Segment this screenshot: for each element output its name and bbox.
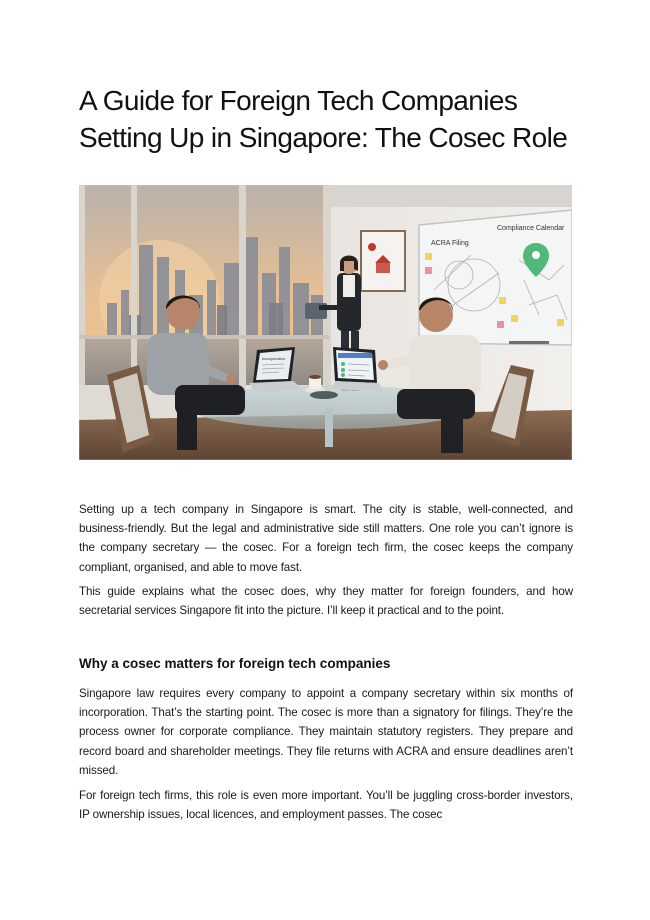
board-subtitle: ACRA Filing bbox=[431, 240, 469, 247]
article-title: A Guide for Foreign Tech Companies Setting Up in Singapore: The Cosec Role bbox=[79, 85, 568, 153]
board-title: Compliance Calendar bbox=[497, 225, 565, 232]
intro-paragraph-1: Setting up a tech company in Singapore is smart. The city is stable, well-connected, and business-friendly. But the legal and administrative side still matters. One role you can’t ignore is the company secretary — the cosec. For a foreign tech firm, the cosec keeps the company compliant, organised, and able to move fast. bbox=[79, 503, 573, 574]
section-paragraph-2: For foreign tech firms, this role is even more important. You’ll be juggling cross-border investors, IP ownership issues, local licences, and employment passes. The cosec bbox=[79, 789, 573, 822]
section-paragraph-1: Singapore law requires every company to appoint a company secretary within six months of incorporation. That’s the starting point. The cosec is more than a signatory for filings. They’re the process owner for corporate compliance. They maintain statutory registers. They prepare and record board and shareholder meetings. They file returns with ACRA and ensure deadlines aren’t missed. bbox=[79, 687, 573, 777]
intro-paragraph-2: This guide explains what the cosec does, why they matter for foreign founders, and how secretarial services Singapore fit into the picture. I’ll keep it practical and to the point. bbox=[79, 585, 573, 618]
laptop-label: Incorporation bbox=[262, 356, 286, 361]
hero-image bbox=[79, 185, 572, 460]
section-heading: Why a cosec matters for foreign tech companies bbox=[79, 656, 391, 671]
